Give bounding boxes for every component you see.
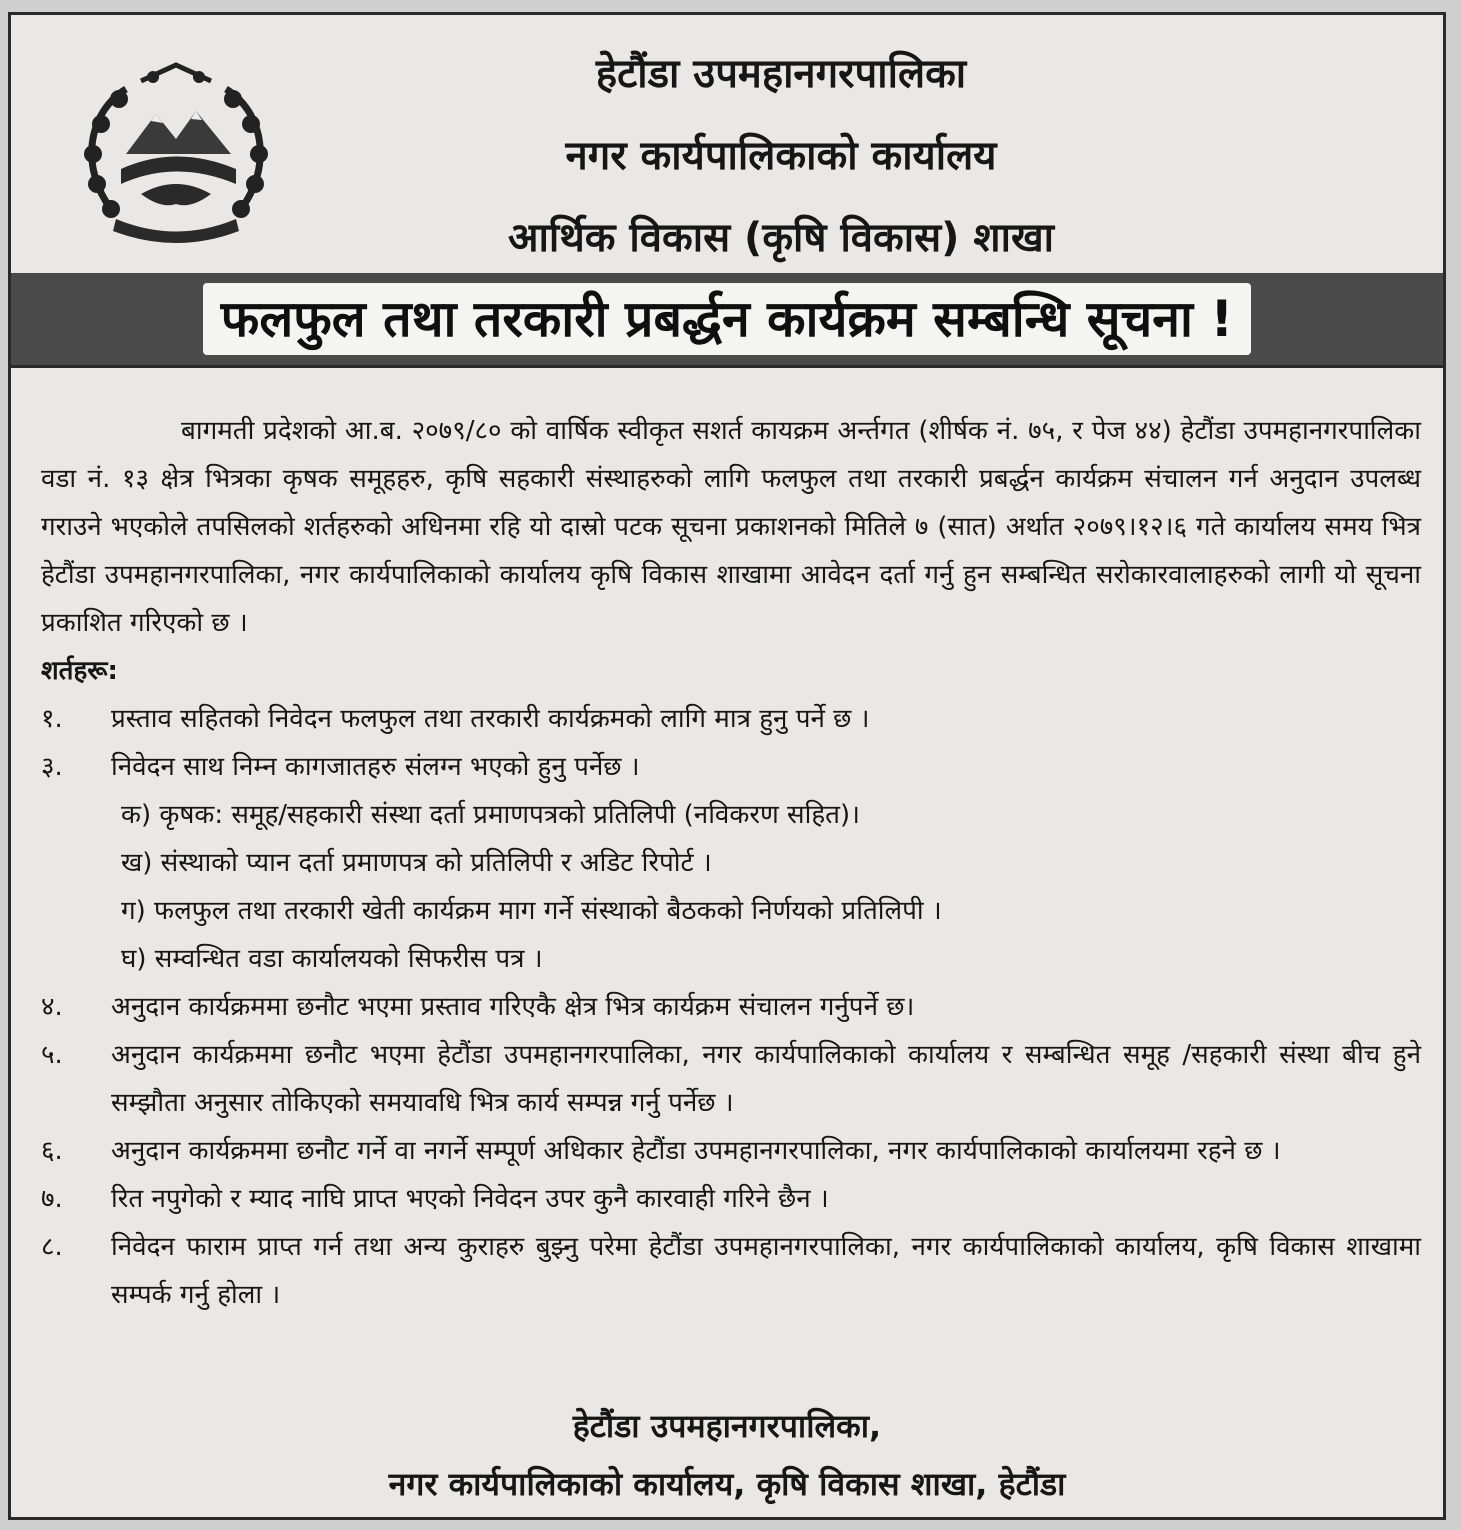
signature-block xyxy=(11,1397,1443,1513)
condition-number: ३. xyxy=(41,752,63,782)
signature-line-1: हेटौंडा उपमहानगरपालिका, xyxy=(572,1407,882,1445)
condition-number: ४. xyxy=(41,992,63,1022)
document-sub-item: क) कृषक: समूह/सहकारी संस्था दर्ता प्रमाणपत्रको प्रतिलिपी (नविकरण सहित)। xyxy=(121,800,860,830)
condition-item xyxy=(41,1175,1421,1223)
condition-number: ८. xyxy=(41,1232,63,1262)
condition-text: प्रस्ताव सहितको निवेदन फलफुल तथा तरकारी कार्यक्रमको लागि मात्र हुनु पर्ने छ । xyxy=(111,704,870,734)
condition-text: अनुदान कार्यक्रममा छनौट भएमा प्रस्ताव गरिएकै क्षेत्र भित्र कार्यक्रम संचालन गर्नुपर्ने छ। xyxy=(111,992,915,1022)
office-name-block xyxy=(311,33,1251,279)
condition-text: अनुदान कार्यक्रममा छनौट भएमा हेटौंडा उपमहानगरपालिका, नगर कार्यपालिकाको कार्यालय र सम्बन्धित समूह /सहकारी संस्था बीच हुने सम्झौता अनुसार तोकिएको समयावधि भित्र कार्य सम्पन्न गर्नु पर्नेछ । xyxy=(111,1040,1421,1118)
condition-text: रित नपुगेको र म्याद नाघि प्राप्त भएको निवेदन उपर कुनै कारवाही गरिने छैन । xyxy=(111,1184,829,1214)
condition-number: ५. xyxy=(41,1040,63,1070)
condition-item xyxy=(41,1127,1421,1175)
document-sub-item: ख) संस्थाको प्यान दर्ता प्रमाणपत्र को प्रतिलिपी र अडिट रिपोर्ट । xyxy=(121,848,712,878)
condition-text: निवेदन फाराम प्राप्त गर्न तथा अन्य कुराहरु बुझ्नु परेमा हेटौंडा उपमहानगरपालिका, नगर कार्यपालिकाको कार्यालय, कृषि विकास शाखामा सम्पर्क गर्नु होला । xyxy=(111,1232,1421,1310)
branch-name: आर्थिक विकास (कृषि विकास) शाखा xyxy=(507,215,1055,261)
condition-text: अनुदान कार्यक्रममा छनौट गर्ने वा नगर्ने सम्पूर्ण अधिकार हेटौंडा उपमहानगरपालिका, नगर कार्यपालिकाको कार्यालयमा रहने छ । xyxy=(111,1136,1281,1166)
intro-paragraph: बागमती प्रदेशको आ.ब. २०७९/८० को वार्षिक स्वीकृत सशर्त कायक्रम अर्न्तगत (शीर्षक नं. ७५, र पेज ४४) हेटौंडा उपमहानगरपालिका वडा नं. १३ क्षेत्र भित्रका कृषक समूहहरु, कृषि सहकारी संस्थाहरुको लागि फलफुल तथा तरकारी प्रबर्द्धन कार्यक्रम संचालन गर्न अनुदान उपलब्ध गराउने भएकोले तपसिलको शर्तहरुको अधिनमा रहि यो दास्रो पटक सूचना प्रकाशनको मितिले ७ (सात) अर्थात २०७९।१२।६ गते कार्यालय समय भित्र हेटौंडा उपमहानगरपालिका, नगर कार्यपालिकाको कार्यालय कृषि विकास शाखामा आवेदन दर्ता गर्नु हुन सम्बन्धित सरोकारवालाहरुको लागी यो सूचना प्रकाशित गरिएको छ । xyxy=(41,416,1421,638)
condition-number: १. xyxy=(41,704,63,734)
signature-line-2: नगर कार्यपालिकाको कार्यालय, कृषि विकास शाखा, हेटौंडा xyxy=(388,1465,1066,1503)
notice-title: फलफुल तथा तरकारी प्रबर्द्धन कार्यक्रम सम्बन्धि सूचना ! xyxy=(203,283,1251,355)
document-sub-item: ग) फलफुल तथा तरकारी खेती कार्यक्रम माग गर्ने संस्थाको बैठकको निर्णयको प्रतिलिपी । xyxy=(121,896,942,926)
condition-item xyxy=(41,1031,1421,1127)
notice-sheet xyxy=(8,12,1446,1520)
office-name: नगर कार्यपालिकाको कार्यालय xyxy=(565,133,997,179)
condition-text: निवेदन साथ निम्न कागजातहरु संलग्न भएको हुनु पर्नेछ । xyxy=(111,752,640,782)
condition-item xyxy=(41,1223,1421,1319)
condition-item xyxy=(41,983,1421,1031)
notice-title-bar xyxy=(11,273,1443,368)
condition-item xyxy=(41,743,1421,791)
conditions-heading: शर्तहरू: xyxy=(41,656,118,686)
notice-header xyxy=(11,15,1443,275)
nepal-government-emblem-icon xyxy=(71,59,281,249)
document-sub-item: घ) सम्वन्धित वडा कार्यालयको सिफरीस पत्र । xyxy=(121,944,543,974)
municipality-name: हेटौंडा उपमहानगरपालिका xyxy=(595,51,967,97)
condition-item xyxy=(41,695,1421,743)
condition-number: ७. xyxy=(41,1184,63,1214)
notice-body xyxy=(41,407,1421,1319)
condition-number: ६. xyxy=(41,1136,63,1166)
